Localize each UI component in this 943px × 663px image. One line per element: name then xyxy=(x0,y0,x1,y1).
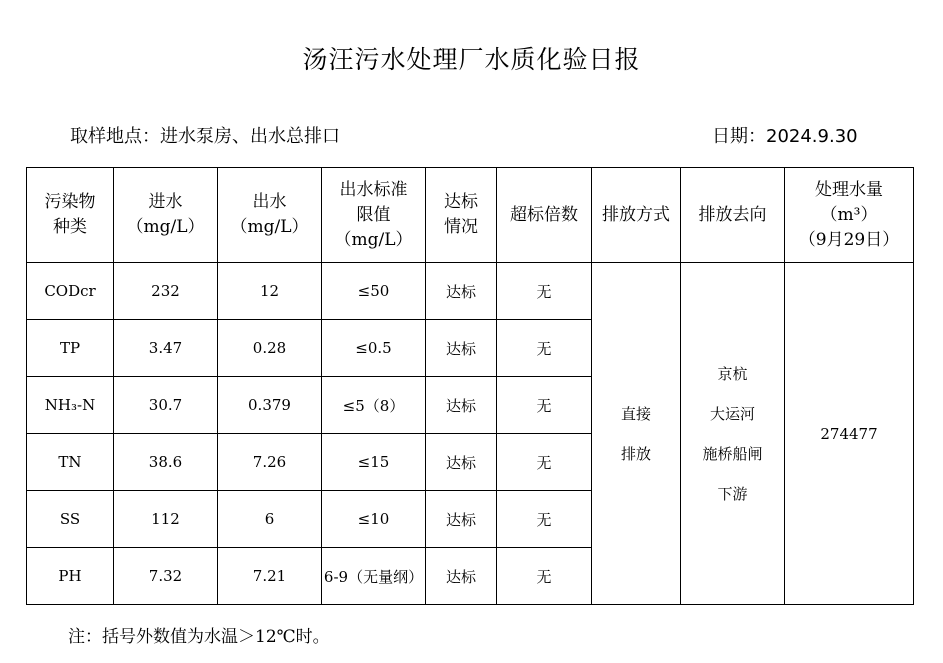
header-limit: 出水标准 限值 （mg/L） xyxy=(322,168,426,263)
inflow-value: 232 xyxy=(114,263,218,320)
outflow-value: 6 xyxy=(218,491,322,548)
exceed-times: 无 xyxy=(497,548,592,605)
outflow-value: 7.26 xyxy=(218,434,322,491)
pollutant-name: PH xyxy=(27,548,114,605)
compliance-status: 达标 xyxy=(426,548,497,605)
compliance-status: 达标 xyxy=(426,320,497,377)
sampling-location: 取样地点：进水泵房、出水总排口 xyxy=(70,126,340,147)
water-quality-table xyxy=(26,167,914,605)
table-row xyxy=(27,263,914,320)
limit-value: ≤5（8） xyxy=(322,377,426,434)
inflow-value: 30.7 xyxy=(114,377,218,434)
header-compliance: 达标 情况 xyxy=(426,168,497,263)
compliance-status: 达标 xyxy=(426,377,497,434)
compliance-status: 达标 xyxy=(426,434,497,491)
pollutant-name: TP xyxy=(27,320,114,377)
outflow-value: 12 xyxy=(218,263,322,320)
outflow-value: 0.379 xyxy=(218,377,322,434)
header-pollutant: 污染物 种类 xyxy=(27,168,114,263)
limit-value: ≤10 xyxy=(322,491,426,548)
report-title: 汤汪污水处理厂水质化验日报 xyxy=(302,45,641,74)
inflow-value: 38.6 xyxy=(114,434,218,491)
header-volume: 处理水量 （m³） （9月29日） xyxy=(785,168,914,263)
header-inflow: 进水 （mg/L） xyxy=(114,168,218,263)
inflow-value: 3.47 xyxy=(114,320,218,377)
outflow-value: 7.21 xyxy=(218,548,322,605)
header-discharge-method: 排放方式 xyxy=(592,168,681,263)
exceed-times: 无 xyxy=(497,434,592,491)
limit-value: ≤0.5 xyxy=(322,320,426,377)
limit-value: ≤50 xyxy=(322,263,426,320)
header-outflow: 出水 （mg/L） xyxy=(218,168,322,263)
inflow-value: 112 xyxy=(114,491,218,548)
pollutant-name: TN xyxy=(27,434,114,491)
limit-value: 6-9（无量纲） xyxy=(322,548,426,605)
treated-volume: 274477 xyxy=(785,263,914,605)
table-header-row xyxy=(27,168,914,263)
exceed-times: 无 xyxy=(497,263,592,320)
exceed-times: 无 xyxy=(497,320,592,377)
inflow-value: 7.32 xyxy=(114,548,218,605)
exceed-times: 无 xyxy=(497,377,592,434)
pollutant-name: SS xyxy=(27,491,114,548)
compliance-status: 达标 xyxy=(426,491,497,548)
outflow-value: 0.28 xyxy=(218,320,322,377)
exceed-times: 无 xyxy=(497,491,592,548)
header-discharge-direction: 排放去向 xyxy=(681,168,785,263)
limit-value: ≤15 xyxy=(322,434,426,491)
pollutant-name: NH₃-N xyxy=(27,377,114,434)
discharge-method: 直接 排放 xyxy=(592,263,681,605)
discharge-direction: 京杭 大运河 施桥船闸 下游 xyxy=(681,263,785,605)
compliance-status: 达标 xyxy=(426,263,497,320)
footnote: 注：括号外数值为水温＞12℃时。 xyxy=(68,627,330,647)
pollutant-name: CODcr xyxy=(27,263,114,320)
header-exceed: 超标倍数 xyxy=(497,168,592,263)
report-date: 日期：2024.9.30 xyxy=(712,126,858,147)
